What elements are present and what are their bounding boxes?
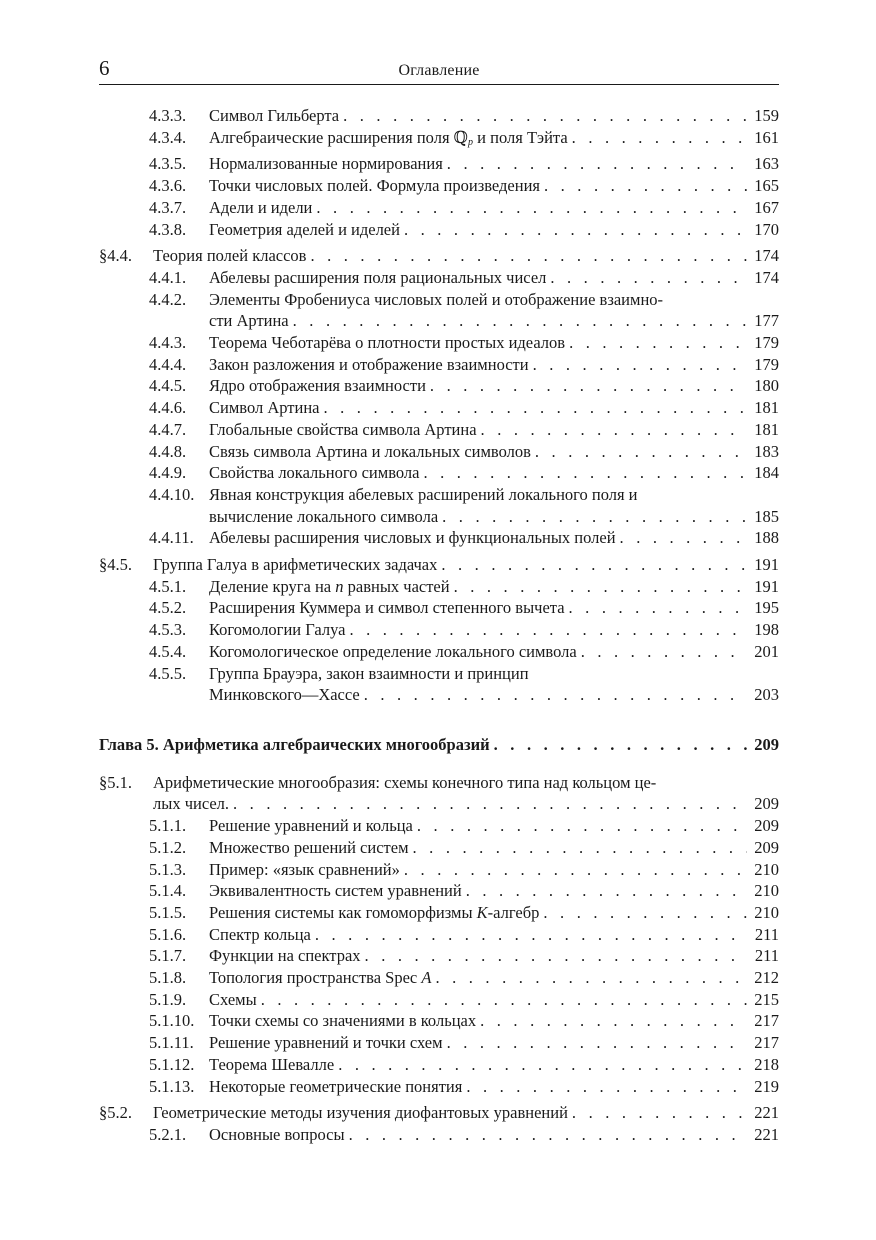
toc-entry[interactable]	[99, 462, 779, 484]
entry-number: 4.3.8.	[149, 219, 187, 239]
entry-title: Символ Гильберта	[209, 106, 340, 125]
entry-title: Решение уравнений и точки схем	[209, 1033, 443, 1053]
entry-title: Геометрия аделей и иделей	[209, 219, 400, 239]
entry-page: 174	[754, 267, 779, 287]
toc-entry[interactable]	[99, 880, 779, 902]
entry-number: 4.5.1.	[149, 576, 187, 596]
entry-title: Эквивалентность систем уравнений	[209, 881, 462, 901]
toc-entry[interactable]	[99, 153, 779, 175]
entry-title-continued: Минковского—Хассе	[209, 685, 360, 705]
dot-leader	[466, 880, 747, 902]
entry-title: Решение уравнений и кольца	[209, 816, 413, 836]
section-title: Группа Галуа в арифметических задачах	[153, 555, 438, 575]
entry-page: 177	[754, 311, 779, 331]
entry-number: 4.5.3.	[149, 620, 187, 640]
dot-leader	[494, 734, 747, 756]
page-number: 6	[99, 56, 110, 80]
entry-page: 211	[754, 946, 779, 966]
dot-leader	[550, 267, 747, 289]
entry-page: 215	[754, 989, 779, 1009]
section-number: §5.1.	[99, 772, 132, 792]
toc-entry[interactable]	[99, 576, 779, 598]
entry-number: 5.1.10.	[149, 1011, 195, 1031]
dot-leader	[441, 554, 747, 576]
entry-title: Основные вопросы	[209, 1124, 345, 1144]
section-title: Теория полей классов	[153, 246, 307, 266]
entry-page: 159	[754, 106, 779, 125]
toc-entry[interactable]	[99, 332, 779, 354]
entry-title: Теорема Шевалле	[209, 1054, 335, 1074]
toc-entry[interactable]	[99, 197, 779, 219]
entry-number: 4.5.2.	[149, 598, 187, 618]
entry-number: 5.1.12.	[149, 1054, 195, 1074]
dot-leader	[466, 1076, 747, 1098]
toc-entry[interactable]	[99, 484, 779, 506]
table-of-contents	[99, 105, 779, 1146]
entry-number: 5.1.5.	[149, 902, 187, 922]
entry-title: Явная конструкция абелевых расширений локального поля и	[209, 484, 638, 504]
entry-page: 209	[754, 837, 779, 857]
entry-page: 217	[754, 1033, 779, 1053]
toc-entry[interactable]	[99, 815, 779, 837]
running-title: Оглавление	[398, 62, 480, 79]
toc-entry[interactable]	[99, 219, 779, 241]
entry-number: 4.3.6.	[149, 176, 187, 196]
section-page: 221	[754, 1103, 779, 1123]
toc-entry[interactable]	[99, 924, 779, 946]
page	[99, 56, 779, 1146]
toc-entry[interactable]	[99, 175, 779, 197]
entry-number: 4.4.9.	[149, 463, 187, 483]
toc-entry-continuation[interactable]	[99, 506, 779, 528]
entry-number: 4.5.5.	[149, 663, 187, 683]
dot-leader	[293, 310, 747, 332]
entry-page: 203	[754, 685, 779, 705]
entry-page: 218	[754, 1054, 779, 1074]
entry-title: Точки схемы со значениями в кольцах	[209, 1011, 477, 1031]
entry-title-continued: вычисление локального символа	[209, 506, 439, 526]
chapter-title: Глава 5. Арифметика алгебраических многообразий	[99, 734, 490, 754]
entry-page: 201	[754, 641, 779, 661]
section-title: Геометрические методы изучения диофантовых уравнений	[153, 1103, 568, 1123]
toc-entry[interactable]	[99, 527, 779, 549]
dot-leader	[544, 175, 747, 197]
dot-leader	[569, 597, 747, 619]
entry-title: Абелевы расширения поля рациональных чисел	[209, 267, 547, 287]
entry-title: Теорема Чеботарёва о плотности простых идеалов	[209, 333, 566, 353]
entry-page: 170	[754, 219, 779, 239]
dot-leader	[454, 576, 747, 598]
dot-leader	[543, 902, 747, 924]
dot-leader	[349, 1124, 747, 1146]
entry-page: 210	[754, 902, 779, 922]
dot-leader	[316, 197, 747, 219]
entry-page: 219	[754, 1076, 779, 1096]
entry-title-continued: сти Артина	[209, 311, 289, 331]
toc-entry[interactable]	[99, 127, 779, 154]
running-header	[99, 56, 779, 85]
toc-entry-continuation[interactable]	[99, 310, 779, 332]
toc-section[interactable]	[99, 245, 779, 267]
entry-title: Свойства локального символа	[209, 463, 420, 483]
toc-entry[interactable]	[99, 859, 779, 881]
entry-page: 185	[754, 506, 779, 526]
entry-page: 188	[754, 528, 779, 548]
entry-title: Спектр кольца	[209, 924, 311, 944]
section-page: 191	[754, 555, 779, 575]
entry-page: 195	[754, 598, 779, 618]
dot-leader	[447, 1032, 747, 1054]
toc-entry[interactable]	[99, 989, 779, 1011]
entry-title: Некоторые геометрические понятия	[209, 1076, 463, 1096]
toc-entry[interactable]	[99, 619, 779, 641]
entry-page: 183	[754, 441, 779, 461]
entry-title: Расширения Куммера и символ степенного вычета	[209, 598, 565, 618]
toc-section[interactable]	[99, 1102, 779, 1124]
toc-entry[interactable]	[99, 1010, 779, 1032]
entry-page: 217	[754, 1011, 779, 1031]
entry-number: 5.1.2.	[149, 837, 187, 857]
dot-leader	[404, 219, 747, 241]
entry-number: 4.4.5.	[149, 376, 187, 396]
dot-leader	[535, 441, 747, 463]
dot-leader	[404, 859, 747, 881]
entry-page: 181	[754, 419, 779, 439]
toc-section-continuation[interactable]	[99, 793, 779, 815]
dot-leader	[435, 967, 747, 989]
entry-page: 180	[754, 376, 779, 396]
dot-leader	[364, 684, 747, 706]
entry-title: Когомологическое определение локального символа	[209, 641, 577, 661]
entry-title: Элементы Фробениуса числовых полей и отображение взаимно-	[209, 289, 664, 309]
dot-leader	[620, 527, 747, 549]
section-number: §5.2.	[99, 1103, 132, 1123]
entry-title: Деление круга на n равных частей	[209, 576, 450, 596]
entry-number: 4.3.7.	[149, 197, 187, 217]
entry-number: 4.5.4.	[149, 641, 187, 661]
entry-title: Адели и идели	[209, 197, 313, 217]
dot-leader	[533, 354, 747, 376]
entry-page: 165	[754, 176, 779, 196]
entry-page: 211	[754, 924, 779, 944]
toc-entry[interactable]	[99, 1124, 779, 1146]
entry-number: 4.3.3.	[149, 106, 187, 125]
dot-leader	[310, 245, 747, 267]
dot-leader	[417, 815, 747, 837]
section-title-continued: лых чисел.	[153, 794, 230, 814]
toc-section[interactable]	[99, 772, 779, 794]
entry-number: 5.1.9.	[149, 989, 187, 1009]
entry-page: 209	[754, 816, 779, 836]
toc-entry[interactable]	[99, 105, 779, 127]
dot-leader	[480, 1010, 747, 1032]
toc-entry-continuation[interactable]	[99, 684, 779, 706]
dot-leader	[338, 1054, 747, 1076]
toc-entry[interactable]	[99, 663, 779, 685]
entry-number: 4.4.1.	[149, 267, 187, 287]
entry-number: 4.4.6.	[149, 398, 187, 418]
entry-title: Решения системы как гомоморфизмы K-алгебр	[209, 902, 540, 922]
entry-title: Нормализованные нормирования	[209, 154, 443, 174]
dot-leader	[233, 793, 747, 815]
entry-page: 179	[754, 354, 779, 374]
entry-page: 181	[754, 398, 779, 418]
section-page: 174	[754, 246, 779, 266]
toc-chapter[interactable]	[99, 734, 779, 756]
entry-title: Пример: «язык сравнений»	[209, 859, 400, 879]
section-number: §4.5.	[99, 555, 132, 575]
dot-leader	[261, 989, 747, 1011]
toc-entry[interactable]	[99, 354, 779, 376]
entry-number: 5.1.13.	[149, 1076, 195, 1096]
entry-title: Функции на спектрах	[209, 946, 361, 966]
toc-entry[interactable]	[99, 1076, 779, 1098]
toc-entry[interactable]	[99, 597, 779, 619]
entry-title: Топология пространства Spec A	[209, 968, 432, 988]
entry-number: 4.4.11.	[149, 528, 194, 548]
entry-title: Множество решений систем	[209, 837, 409, 857]
toc-section[interactable]	[99, 554, 779, 576]
entry-number: 4.4.10.	[149, 484, 195, 504]
entry-page: 161	[754, 127, 779, 147]
entry-number: 5.1.11.	[149, 1033, 194, 1053]
dot-leader	[569, 332, 747, 354]
entry-number: 4.4.7.	[149, 419, 187, 439]
entry-page: 210	[754, 859, 779, 879]
entry-title: Абелевы расширения числовых и функциональных полей	[209, 528, 616, 548]
dot-leader	[442, 506, 747, 528]
toc-entry[interactable]	[99, 902, 779, 924]
entry-page: 191	[754, 576, 779, 596]
entry-number: 5.2.1.	[149, 1124, 187, 1144]
entry-page: 212	[754, 968, 779, 988]
dot-leader	[581, 641, 747, 663]
entry-page: 167	[754, 197, 779, 217]
dot-leader	[324, 397, 748, 419]
dot-leader	[365, 945, 747, 967]
dot-leader	[572, 127, 747, 149]
dot-leader	[447, 153, 747, 175]
entry-page: 210	[754, 881, 779, 901]
toc-entry[interactable]	[99, 375, 779, 397]
entry-title: Алгебраические расширения поля ℚ$_p$ и поля Тэйта	[209, 127, 568, 148]
entry-title: Связь символа Артина и локальных символов	[209, 441, 531, 461]
section-number: §4.4.	[99, 246, 132, 266]
section-title: Арифметические многообразия: схемы конечного типа над кольцом це-	[153, 772, 657, 792]
dot-leader	[349, 619, 747, 641]
dot-leader	[423, 462, 747, 484]
entry-number: 5.1.7.	[149, 946, 187, 966]
entry-title: Закон разложения и отображение взаимности	[209, 354, 529, 374]
entry-page: 221	[754, 1124, 779, 1144]
toc-entry[interactable]	[99, 441, 779, 463]
entry-number: 4.3.5.	[149, 154, 187, 174]
toc-entry[interactable]	[99, 397, 779, 419]
entry-number: 4.4.3.	[149, 333, 187, 353]
toc-entry[interactable]	[99, 267, 779, 289]
entry-title: Ядро отображения взаимности	[209, 376, 426, 396]
toc-entry[interactable]	[99, 967, 779, 989]
entry-number: 5.1.8.	[149, 968, 187, 988]
dot-leader	[343, 105, 747, 127]
entry-title: Символ Артина	[209, 398, 320, 418]
entry-page: 163	[754, 154, 779, 174]
section-page: 209	[754, 794, 779, 814]
entry-number: 4.4.8.	[149, 441, 187, 461]
dot-leader	[413, 837, 747, 859]
toc-entry[interactable]	[99, 289, 779, 311]
entry-page: 198	[754, 620, 779, 640]
entry-number: 4.3.4.	[149, 127, 187, 147]
entry-number: 5.1.6.	[149, 924, 187, 944]
entry-page: 184	[754, 463, 779, 483]
dot-leader	[572, 1102, 747, 1124]
entry-number: 5.1.4.	[149, 881, 187, 901]
qp-symbol: ℚ$_p$	[453, 127, 474, 148]
dot-leader	[481, 419, 747, 441]
entry-title: Точки числовых полей. Формула произведения	[209, 176, 540, 196]
toc-entry[interactable]	[99, 641, 779, 663]
entry-page: 179	[754, 333, 779, 353]
toc-entry[interactable]	[99, 837, 779, 859]
dot-leader	[430, 375, 747, 397]
entry-number: 5.1.1.	[149, 816, 187, 836]
entry-number: 4.4.2.	[149, 289, 187, 309]
entry-number: 4.4.4.	[149, 354, 187, 374]
toc-entry[interactable]	[99, 945, 779, 967]
entry-title: Группа Брауэра, закон взаимности и принцип	[209, 663, 529, 683]
entry-title: Схемы	[209, 989, 257, 1009]
dot-leader	[315, 924, 747, 946]
toc-entry[interactable]	[99, 1032, 779, 1054]
toc-entry[interactable]	[99, 1054, 779, 1076]
chapter-page: 209	[754, 734, 779, 754]
entry-title: Глобальные свойства символа Артина	[209, 419, 477, 439]
entry-title: Когомологии Галуа	[209, 620, 346, 640]
entry-number: 5.1.3.	[149, 859, 187, 879]
toc-entry[interactable]	[99, 419, 779, 441]
